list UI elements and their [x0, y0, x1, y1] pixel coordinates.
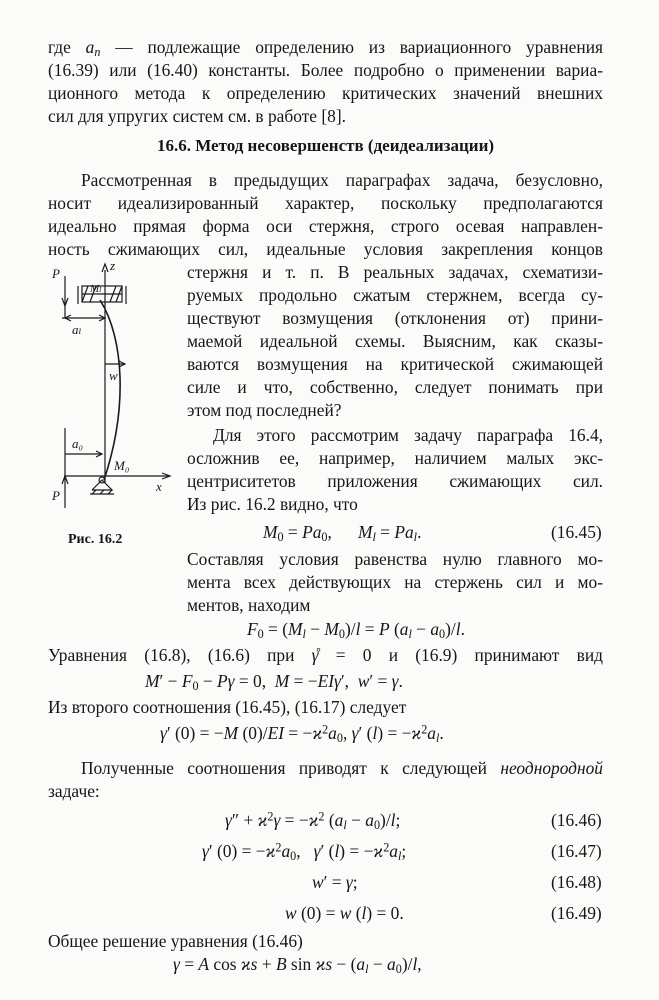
equation-16-45: $M_0 = Pa_0$, $M_l = Pa_l$.: [263, 522, 422, 545]
para6-line-2: задаче:: [48, 781, 100, 801]
label-al: aₗ: [72, 322, 82, 337]
equation-16-48: w′ = γ;: [312, 872, 358, 892]
bottom-support: [92, 480, 112, 490]
para3-line-1: Составляя условия равенства нулю главного мо-: [187, 549, 603, 569]
para1-line-8: маемой идеальной схемы. Выясним, как сказы-: [187, 331, 603, 351]
equation-system: $M' - F_0 - P\gamma = 0$, M = −EIγ′, w′ = γ.: [145, 671, 403, 694]
para1-line-5: стержня и т. п. В реальных задачах, схематизи-: [187, 262, 603, 282]
para2-line-3: центриситетов приложения сжимающих сил.: [187, 471, 603, 491]
equation-16-47: γ′ $(0) = -ϰ^2a_0$, γ′ $(l) = -ϰ^2a_l$;: [202, 840, 407, 864]
figure-16-2: [52, 258, 182, 508]
equation-16-46: $\gamma'' + ϰ^2\gamma = -ϰ^2$ $(a_l - a_0)/l$;: [225, 809, 401, 833]
para1-line-3: идеально прямая форма оси стержня, строго осевая направлен-: [48, 216, 603, 236]
para3-line-3: ментов, находим: [187, 595, 311, 615]
label-a0: a₀: [72, 436, 84, 451]
intro-line-3: ционного метода к определению критических значений внешних: [48, 83, 603, 103]
intro-line-2: (16.39) или (16.40) константы. Более подробно о применении вариа-: [48, 60, 603, 80]
rod-curve: [100, 300, 120, 480]
para3-line-2: мента всех действующих на стержень сил и мо-: [187, 572, 603, 592]
para6-line-1: Полученные соотношения приводят к следующей неоднородной: [81, 758, 603, 778]
label-M0: M₀: [114, 458, 130, 473]
figure-caption: Рис. 16.2: [68, 532, 123, 547]
equation-16-49: w (0) = w (l) = 0.: [285, 903, 404, 923]
para1-line-11: этом под последней?: [187, 400, 342, 420]
para1-line-4: ность сжимающих сил, идеальные условия закрепления концов: [48, 239, 603, 259]
para2-line-1: Для этого рассмотрим задачу параграфа 16.4,: [213, 425, 603, 445]
para2-line-2: осложнив ее, например, наличием малых экс-: [187, 448, 603, 468]
label-z: z: [110, 258, 116, 273]
label-Ml: Mₗ: [90, 283, 102, 295]
label-x: x: [156, 479, 162, 494]
para7: Общее решение уравнения (16.46): [48, 931, 303, 951]
label-w: w: [109, 368, 118, 383]
intro-line-4: сил для упругих систем см. в работе [8].: [48, 106, 346, 126]
equation-number-16-45: (16.45): [551, 522, 602, 542]
para1-line-7: ществуют возмущения (отклонения от) прини-: [187, 308, 603, 328]
equation-number-16-48: (16.48): [551, 872, 602, 892]
equation-number-16-46: (16.46): [551, 810, 602, 830]
equation-number-16-49: (16.49): [551, 903, 602, 923]
equation-general-solution: γ = A cos ϰs + B $\sin ϰs - (a_l - a_0)/l$,: [173, 954, 422, 977]
para1-line-6: руемых продольно сжатым стержнем, всегда су-: [187, 285, 603, 305]
emphasis-nonhomogeneous: неоднородной: [500, 758, 603, 778]
equation-gamma-prime: γ′ (0) = −M $(0)/EI = -ϰ^2a_0$, γ′ $(l) = -ϰ^2a_l$.: [160, 722, 444, 746]
para1-line-10: силе и что, собственно, следует понимать при: [187, 377, 603, 397]
para2-line-4: Из рис. 16.2 видно, что: [187, 494, 358, 514]
section-heading: 16.6. Метод несовершенств (деидеализации): [156, 136, 495, 155]
para4: Уравнения (16.8), (16.6) при γ̊ = 0 и (16.9) принимают вид: [48, 645, 603, 665]
para1-line-2: носит идеализированный характер, поскольку предполагаются: [48, 193, 603, 213]
intro-line-1: где $a_n$ — подлежащие определению из вариационного уравнения: [48, 37, 604, 60]
equation-F0: $F_0 = (M_l - M_0)/l = P$ $(a_l - a_0)/l$.: [247, 619, 465, 642]
label-P-top: P: [52, 266, 60, 281]
label-P-bottom: P: [52, 488, 60, 503]
equation-number-16-47: (16.47): [551, 841, 602, 861]
para1-line-1: Рассмотренная в предыдущих параграфах задача, безусловно,: [81, 170, 603, 190]
para1-line-9: ваются возмущения на критической сжимающей: [187, 354, 603, 374]
para5: Из второго соотношения (16.45), (16.17) следует: [48, 697, 407, 717]
